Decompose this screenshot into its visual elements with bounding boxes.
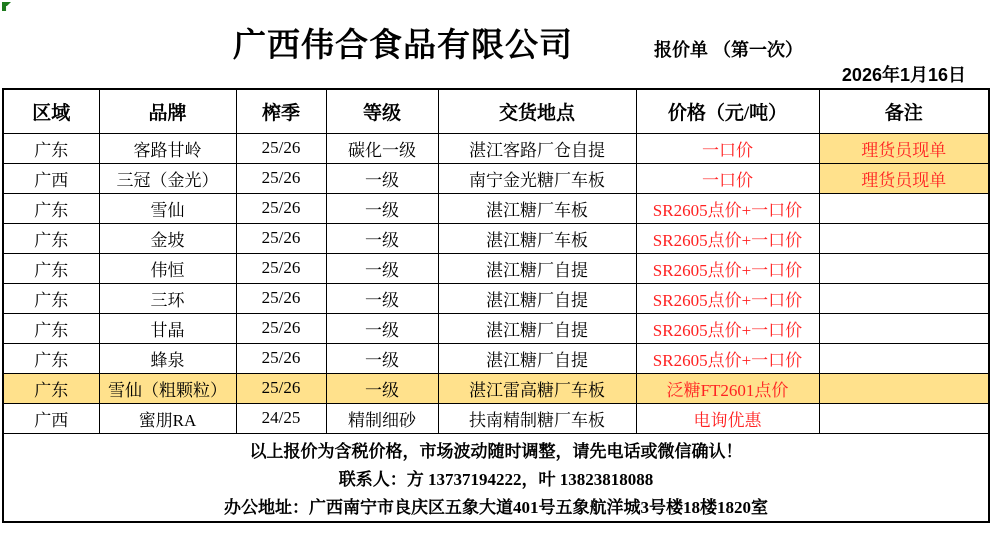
table-row-7 bbox=[3, 343, 989, 373]
sheet-header bbox=[0, 0, 993, 88]
table-cell: 24/25 bbox=[236, 403, 326, 433]
table-cell: 理货员现单 bbox=[819, 163, 989, 193]
table-cell: 广东 bbox=[3, 343, 99, 373]
table-row-8 bbox=[3, 373, 989, 403]
table-cell: 扶南精制糖厂车板 bbox=[438, 403, 636, 433]
table-row-1 bbox=[3, 163, 989, 193]
table-cell: 25/26 bbox=[236, 193, 326, 223]
table-row-3 bbox=[3, 223, 989, 253]
table-cell: 客路甘岭 bbox=[99, 133, 236, 163]
column-header-3: 等级 bbox=[326, 89, 438, 133]
table-footer bbox=[3, 433, 989, 522]
table-cell: 广东 bbox=[3, 193, 99, 223]
table-cell: SR2605点价+一口价 bbox=[636, 223, 819, 253]
table-row-4 bbox=[3, 253, 989, 283]
table-cell: 湛江雷高糖厂车板 bbox=[438, 373, 636, 403]
footer-note-2: 办公地址：广西南宁市良庆区五象大道401号五象航洋城3号楼18楼1820室 bbox=[224, 497, 768, 517]
column-header-0: 区域 bbox=[3, 89, 99, 133]
table-row-5 bbox=[3, 283, 989, 313]
table-cell: 25/26 bbox=[236, 133, 326, 163]
table-cell: SR2605点价+一口价 bbox=[636, 313, 819, 343]
footer-note-0: 以上报价为含税价格，市场波动随时调整，请先电话或微信确认！ bbox=[249, 441, 743, 461]
table-cell: 25/26 bbox=[236, 163, 326, 193]
table-cell bbox=[819, 283, 989, 313]
table-cell bbox=[819, 223, 989, 253]
table-body bbox=[3, 133, 989, 433]
table-cell: 广东 bbox=[3, 313, 99, 343]
table-cell: 广东 bbox=[3, 373, 99, 403]
corner-marker-icon bbox=[2, 2, 11, 11]
table-row-0 bbox=[3, 133, 989, 163]
table-cell: 广东 bbox=[3, 253, 99, 283]
table-cell: 南宁金光糖厂车板 bbox=[438, 163, 636, 193]
table-cell: 25/26 bbox=[236, 373, 326, 403]
table-cell bbox=[819, 253, 989, 283]
table-cell: 湛江糖厂车板 bbox=[438, 223, 636, 253]
table-cell: SR2605点价+一口价 bbox=[636, 253, 819, 283]
quotation-date: 2026年1月16日 bbox=[841, 65, 966, 85]
table-cell: 一级 bbox=[326, 193, 438, 223]
table-cell: 25/26 bbox=[236, 283, 326, 313]
table-cell: 广东 bbox=[3, 133, 99, 163]
table-row-6 bbox=[3, 313, 989, 343]
quotation-table bbox=[2, 88, 990, 523]
table-cell: 一级 bbox=[326, 163, 438, 193]
table-cell: 25/26 bbox=[236, 313, 326, 343]
table-cell: 一级 bbox=[326, 313, 438, 343]
table-cell: 一级 bbox=[326, 253, 438, 283]
table-cell: 甘晶 bbox=[99, 313, 236, 343]
table-cell: 湛江客路厂仓自提 bbox=[438, 133, 636, 163]
company-title: 广西伟合食品有限公司 bbox=[233, 26, 573, 63]
table-cell: 一口价 bbox=[636, 133, 819, 163]
column-header-4: 交货地点 bbox=[438, 89, 636, 133]
table-cell: 一级 bbox=[326, 373, 438, 403]
table-cell: 湛江糖厂车板 bbox=[438, 193, 636, 223]
table-row-9 bbox=[3, 403, 989, 433]
table-cell: 25/26 bbox=[236, 343, 326, 373]
footer-row bbox=[3, 433, 989, 522]
table-cell: 一级 bbox=[326, 343, 438, 373]
table-header bbox=[3, 89, 989, 133]
table-cell: 三环 bbox=[99, 283, 236, 313]
table-cell: 精制细砂 bbox=[326, 403, 438, 433]
footer-notes bbox=[4, 434, 988, 522]
table-cell: SR2605点价+一口价 bbox=[636, 283, 819, 313]
table-cell: 广西 bbox=[3, 403, 99, 433]
table-cell: 一口价 bbox=[636, 163, 819, 193]
footer-note-1: 联系人：方 13737194222，叶 13823818088 bbox=[338, 469, 654, 489]
table-cell: 雪仙（粗颗粒） bbox=[99, 373, 236, 403]
column-header-2: 榨季 bbox=[236, 89, 326, 133]
table-cell: 湛江糖厂自提 bbox=[438, 283, 636, 313]
table-cell bbox=[819, 403, 989, 433]
column-header-6: 备注 bbox=[819, 89, 989, 133]
table-cell: 一级 bbox=[326, 283, 438, 313]
table-cell: 电询优惠 bbox=[636, 403, 819, 433]
column-header-5: 价格（元/吨） bbox=[636, 89, 819, 133]
table-cell: 湛江糖厂自提 bbox=[438, 313, 636, 343]
table-cell: 广东 bbox=[3, 283, 99, 313]
table-cell: 雪仙 bbox=[99, 193, 236, 223]
table-cell: 25/26 bbox=[236, 253, 326, 283]
table-cell: 一级 bbox=[326, 223, 438, 253]
table-header-row bbox=[3, 89, 989, 133]
table-cell: SR2605点价+一口价 bbox=[636, 193, 819, 223]
table-cell: 碳化一级 bbox=[326, 133, 438, 163]
table-cell: 理货员现单 bbox=[819, 133, 989, 163]
table-cell: SR2605点价+一口价 bbox=[636, 343, 819, 373]
table-cell: 金坡 bbox=[99, 223, 236, 253]
table-row-2 bbox=[3, 193, 989, 223]
footer-cell bbox=[3, 433, 989, 522]
column-header-1: 品牌 bbox=[99, 89, 236, 133]
table-cell: 湛江糖厂自提 bbox=[438, 253, 636, 283]
table-cell: 泛糖FT2601点价 bbox=[636, 373, 819, 403]
table-cell bbox=[819, 193, 989, 223]
table-cell: 25/26 bbox=[236, 223, 326, 253]
quotation-subtitle: 报价单 （第一次） bbox=[654, 40, 804, 60]
table-cell: 广西 bbox=[3, 163, 99, 193]
table-cell: 湛江糖厂自提 bbox=[438, 343, 636, 373]
table-cell bbox=[819, 373, 989, 403]
table-cell: 广东 bbox=[3, 223, 99, 253]
table-cell: 蜂泉 bbox=[99, 343, 236, 373]
table-cell bbox=[819, 343, 989, 373]
table-cell: 伟恒 bbox=[99, 253, 236, 283]
table-cell: 三冠（金光） bbox=[99, 163, 236, 193]
table-cell: 蜜朋RA bbox=[99, 403, 236, 433]
table-cell bbox=[819, 313, 989, 343]
